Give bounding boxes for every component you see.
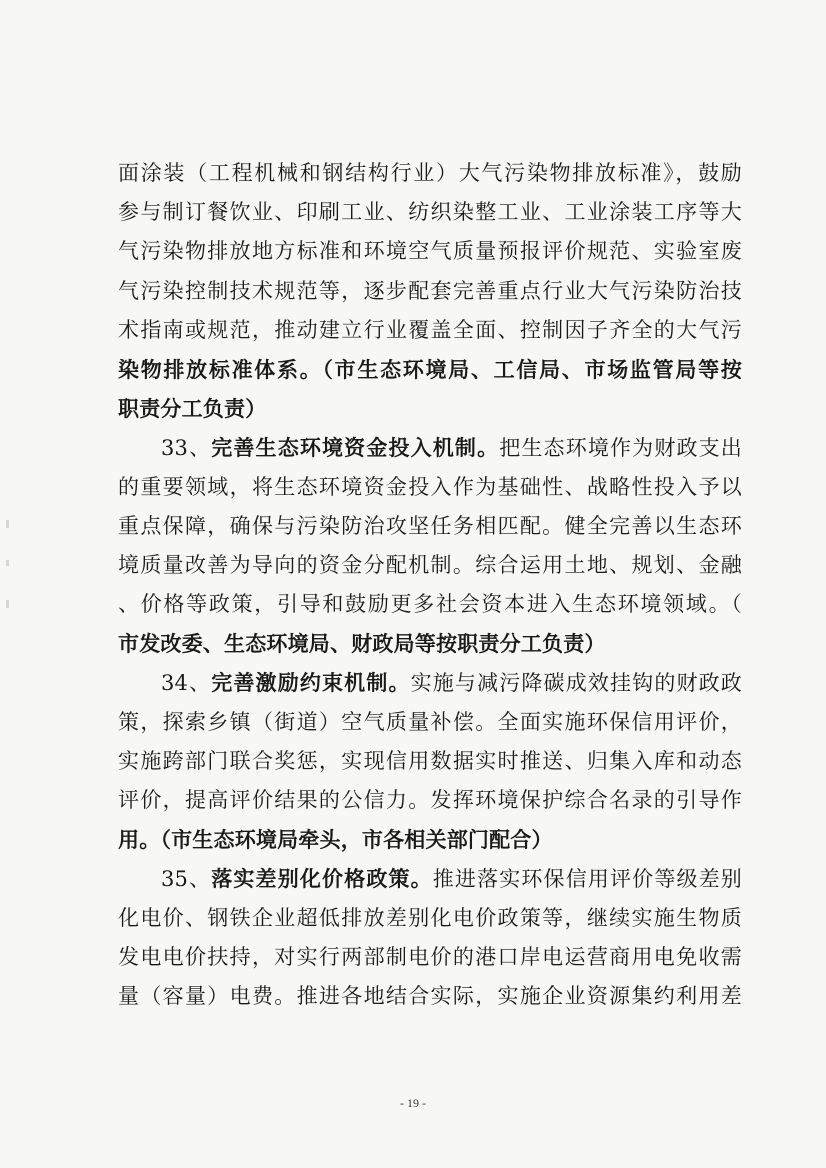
item-first-line bbox=[118, 859, 742, 898]
text-line: 市发改委、生态环境局、财政局等按职责分工负责） bbox=[118, 631, 606, 657]
text-line: 术指南或规范，推动建立行业覆盖全面、控制因子齐全的大气污 bbox=[118, 317, 742, 342]
text-line: 、价格等政策，引导和鼓励更多社会资本进入生态环境领域。（ bbox=[118, 592, 742, 617]
text-line: 用。（市生态环境局牵头，市各相关部门配合） bbox=[118, 827, 553, 853]
text-line: 的重要领域，将生态环境资金投入作为基础性、战略性投入予以 bbox=[118, 474, 742, 499]
item-text: 把生态环境作为财政支出 bbox=[499, 436, 742, 461]
text-line: 发电电价扶持，对实行两部制电价的港口岸电运营商用电免收需 bbox=[118, 944, 742, 969]
item-text: 推进落实环保信用评价等级差别 bbox=[432, 867, 742, 892]
item-first-line bbox=[118, 663, 742, 702]
text-line: 参与制订餐饮业、印刷工业、纺织染整工业、工业涂装工序等大 bbox=[118, 200, 742, 225]
binding-mark bbox=[6, 520, 9, 528]
text-line: 气污染物排放地方标准和环境空气质量预报评价规范、实验室废 bbox=[118, 239, 742, 264]
text-line: 境质量改善为导向的资金分配机制。综合运用土地、规划、金融 bbox=[118, 552, 742, 577]
item-heading: 完善生态环境资金投入机制。 bbox=[211, 435, 500, 461]
item-number: 33、 bbox=[161, 436, 212, 461]
item-text: 实施与减污降碳成效挂钩的财政政 bbox=[410, 671, 742, 696]
paragraph-item-35 bbox=[118, 859, 742, 1016]
item-number: 35、 bbox=[161, 867, 212, 892]
paragraph-continued bbox=[118, 154, 742, 428]
text-line: 职责分工负责） bbox=[118, 396, 267, 422]
binding-mark bbox=[6, 600, 9, 608]
item-heading: 落实差别化价格政策。 bbox=[211, 866, 433, 892]
paragraph-item-33 bbox=[118, 428, 742, 663]
paragraph-item-34 bbox=[118, 663, 742, 859]
item-heading: 完善激励约束机制。 bbox=[211, 670, 411, 696]
page-number: - 19 - bbox=[400, 1096, 426, 1110]
item-number: 34、 bbox=[161, 671, 212, 696]
text-line: 实施跨部门联合奖惩，实现信用数据实时推送、归集入库和动态 bbox=[118, 748, 742, 773]
text-line: 染物排放标准体系。（市生态环境局、工信局、市场监管局等按 bbox=[118, 356, 742, 382]
body-text bbox=[118, 154, 742, 1016]
text-line: 面涂装（工程机械和钢结构行业）大气污染物排放标准》，鼓励 bbox=[118, 161, 742, 185]
text-line: 评价，提高评价结果的公信力。发挥环境保护综合名录的引导作 bbox=[118, 788, 742, 812]
text-line: 气污染控制技术规范等，逐步配套完善重点行业大气污染防治技 bbox=[118, 278, 742, 303]
item-first-line bbox=[118, 428, 742, 467]
text-line: 策，探索乡镇（街道）空气质量补偿。全面实施环保信用评价， bbox=[118, 709, 742, 734]
binding-mark bbox=[6, 560, 9, 566]
text-line: 量（容量）电费。推进各地结合实际，实施企业资源集约利用差 bbox=[118, 983, 742, 1008]
text-line: 化电价、钢铁企业超低排放差别化电价政策等，继续实施生物质 bbox=[118, 905, 742, 930]
text-line: 重点保障，确保与污染防治攻坚任务相匹配。健全完善以生态环 bbox=[118, 513, 742, 538]
